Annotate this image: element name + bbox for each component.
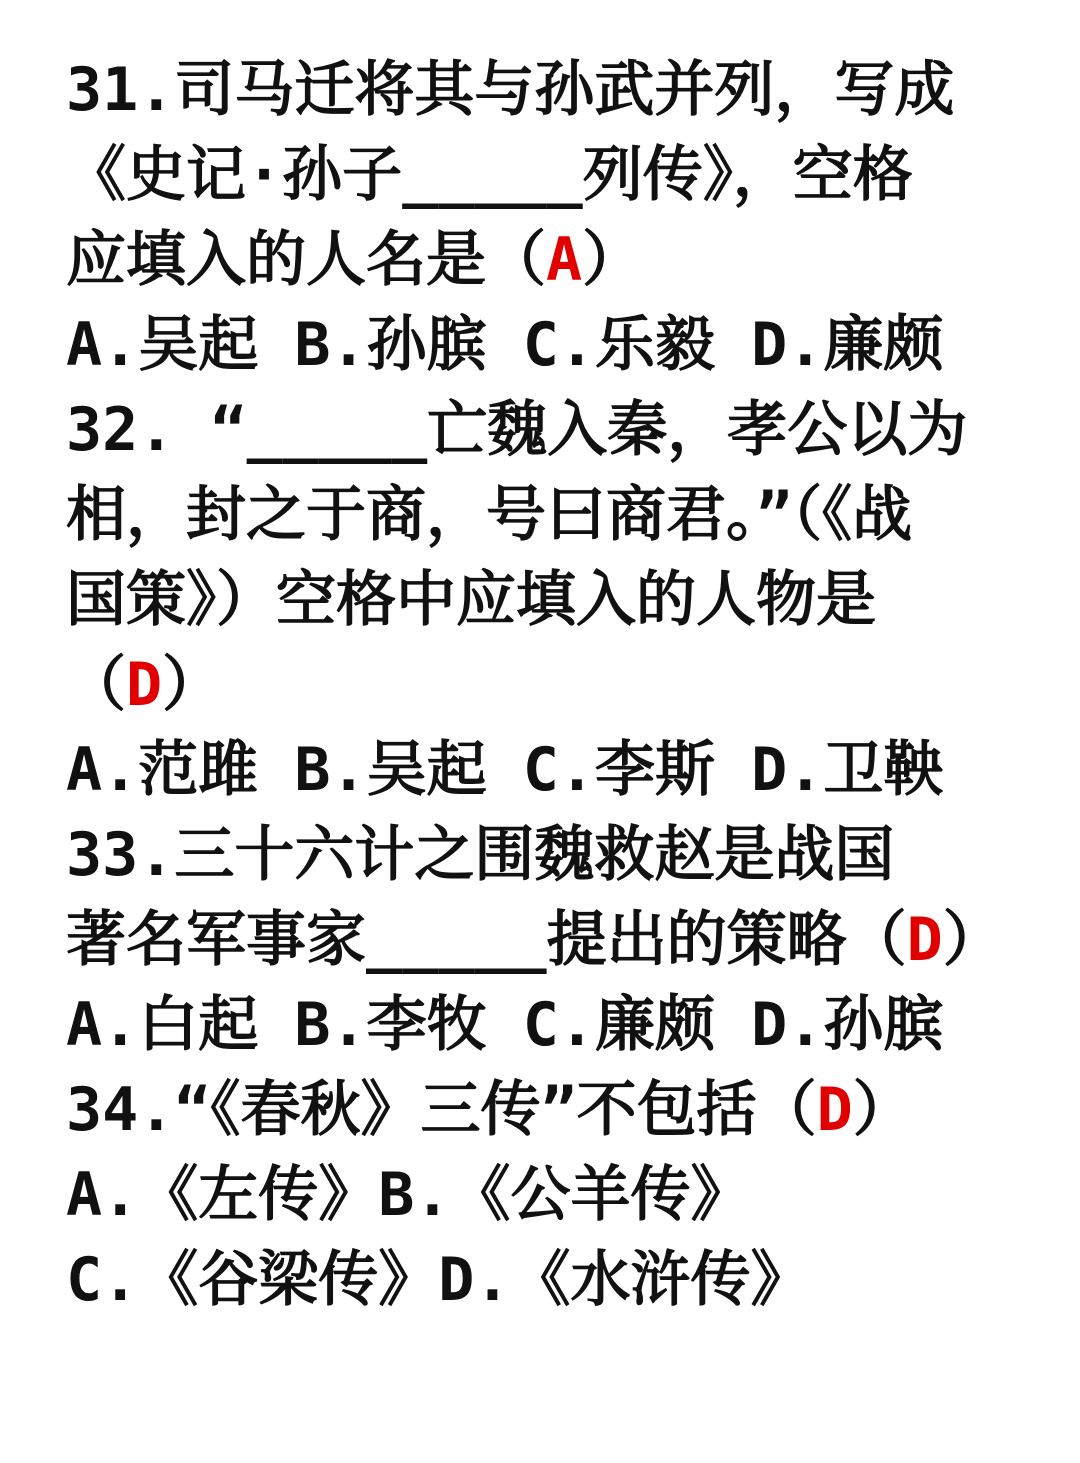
question-31-line-2 <box>66 133 1046 218</box>
question-32-line-2 <box>66 473 1046 558</box>
text: 《史记·孙子_____列传》，空格 <box>66 140 913 210</box>
options-32 <box>66 728 1046 813</box>
text: ） <box>582 225 643 295</box>
question-32-line-4 <box>66 643 1046 728</box>
options-33 <box>66 983 1046 1068</box>
question-31-line-1 <box>66 48 1046 133</box>
options-31 <box>66 303 1046 388</box>
answer-33: D <box>906 905 943 975</box>
text: 相，封之于商，号曰商君。”（《战 <box>66 480 913 550</box>
text: A.吴起 B.孙膑 C.乐毅 D.廉颇 <box>66 310 944 380</box>
text: ） <box>162 650 223 720</box>
text: 著名军事家_____提出的策略（ <box>66 905 907 975</box>
question-34-line-1 <box>66 1068 1046 1153</box>
answer-34: D <box>816 1075 853 1145</box>
question-33-line-1 <box>66 813 1046 898</box>
text: ） <box>942 905 1003 975</box>
text: 国策》）空格中应填入的人物是 <box>66 565 876 635</box>
question-32-line-3 <box>66 558 1046 643</box>
options-34-line-2 <box>66 1238 1046 1323</box>
question-32-line-1 <box>66 388 1046 473</box>
options-34-line-1 <box>66 1153 1046 1238</box>
text: ） <box>852 1075 913 1145</box>
text: （ <box>66 650 126 720</box>
text: 33.三十六计之围魏救赵是战国 <box>66 820 895 890</box>
text: A.白起 B.李牧 C.廉颇 D.孙膑 <box>66 990 944 1060</box>
quiz-document <box>66 48 1046 1323</box>
question-33-line-2 <box>66 898 1046 983</box>
text: A.《左传》B.《公羊传》 <box>66 1160 751 1230</box>
text: A.范雎 B.吴起 C.李斯 D.卫鞅 <box>66 735 944 805</box>
text: 31.司马迁将其与孙武并列，写成 <box>66 55 955 125</box>
text: C.《谷梁传》D.《水浒传》 <box>66 1245 811 1315</box>
answer-31: A <box>546 225 583 295</box>
answer-32: D <box>126 650 163 720</box>
text: 32. “_____亡魏入秦，孝公以为 <box>66 395 968 465</box>
question-31-line-3 <box>66 218 1046 303</box>
text: 应填入的人名是（ <box>66 225 546 295</box>
text: 34.“《春秋》三传”不包括（ <box>66 1075 817 1145</box>
